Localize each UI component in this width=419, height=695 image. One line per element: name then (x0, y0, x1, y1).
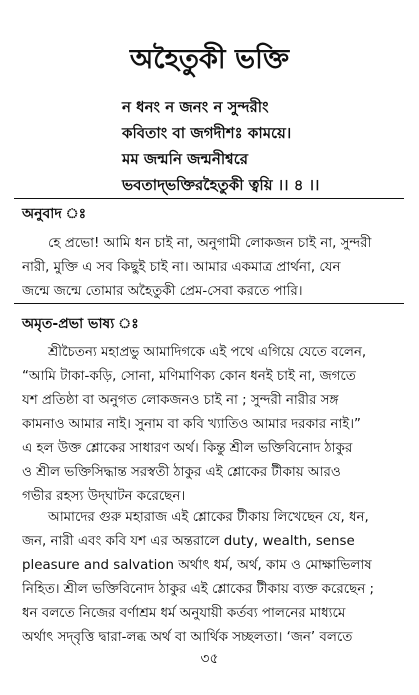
text-line: নারী, মুক্তি এ সব কিছুই চাই না। আমার একমাত্র প্রার্থনা, যেন (22, 260, 341, 275)
text-line: জন্মে জন্মে তোমার অহৈতুকী প্রেম-সেবা করতে পারি। (22, 284, 303, 299)
commentary-paragraph-2 (22, 506, 400, 650)
commentary-heading: অমৃত-প্রভা ভাষ্য ঃ (22, 316, 139, 332)
divider-rule (14, 198, 404, 199)
text-line: pleasure and salvation অর্থাৎ ধর্ম, অর্থ, কাম ও মোক্ষাভিলাষ (22, 558, 372, 573)
text-line: এ হল উক্ত শ্লোকের সাধারণ অর্থ। কিন্তু শ্রীল ভক্তিবিনোদ ঠাকুর (22, 441, 353, 456)
text-line: যশ প্রতিষ্ঠা বা অনুগত লোকজনও চাই না ; সুন্দরী নারীর সঙ্গ (22, 393, 339, 408)
translation-heading: অনুবাদ ঃ (22, 206, 87, 222)
page-number: ৩৫ (200, 651, 219, 667)
text-line: গভীর রহস্য উদ্‌ঘাটন করেছেন। (22, 489, 186, 504)
translation-text (22, 232, 400, 304)
text-line: শ্রীচৈতন্য মহাপ্রভু আমাদিগকে এই পথে এগিয়ে যেতে বলেন, (48, 345, 367, 360)
commentary-paragraph-1 (22, 341, 400, 509)
text-line: অর্থাৎ সদ্‌বৃত্তি দ্বারা-লব্ধ অর্থ বা আর্থিক সচ্ছলতা। ‘জন’ বলতে (22, 630, 353, 645)
text-line: আমাদের গুরু মহারাজ এই শ্লোকের টীকায় লিখেছেন যে, ধন, (48, 510, 369, 525)
verse-line: ভবতাদ্‌ভক্তিরহৈতুকী ত্বয়ি ।। ৪ ।। (122, 176, 320, 194)
text-line: হে প্রভো! আমি ধন চাই না, অনুগামী লোকজন চাই না, সুন্দরী (48, 236, 372, 251)
verse-line: মম জন্মনি জন্মনীশ্বরে (122, 150, 248, 168)
text-line: জন, নারী এবং কবি যশ এর অন্তরালে duty, wealth, sense (22, 534, 355, 549)
text-line: ও শ্রীল ভক্তিসিদ্ধান্ত সরস্বতী ঠাকুর এই শ্লোকের টীকায় আরও (22, 465, 341, 480)
text-line: “আমি টাকা-কড়ি, সোনা, মণিমাণিক্য কোন ধনই চাই না, জগতে (22, 369, 356, 384)
sanskrit-verse (122, 94, 412, 198)
text-line: নিহিত। শ্রীল ভক্তিবিনোদ ঠাকুর এই শ্লোকের টীকায় ব্যক্ত করেছেন ; (22, 582, 374, 597)
divider-rule (14, 303, 404, 304)
text-line: কামনাও আমার নাই। সুনাম বা কবি খ্যাতিও আমার দরকার নাই।” (22, 417, 361, 432)
text-line: ধন বলতে নিজের বর্ণাশ্রম ধর্ম অনুযায়ী কর্তব্য পালনের মাধ্যমে (22, 606, 346, 621)
page-title: অহৈতুকী ভক্তি (129, 44, 290, 75)
verse-line: কবিতাং বা জগদীশঃ কাময়ে। (122, 124, 292, 142)
verse-line: ন ধনং ন জনং ন সুন্দরীং (122, 98, 269, 116)
